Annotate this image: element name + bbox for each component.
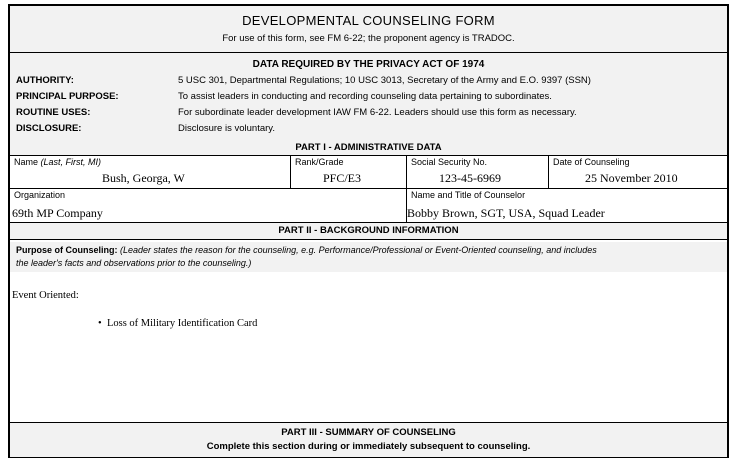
- counselor-label: Name and Title of Counselor: [411, 190, 526, 200]
- name-label: Name (Last, First, MI): [14, 157, 102, 167]
- divider: [290, 156, 291, 188]
- date-field[interactable]: [549, 156, 727, 188]
- rank-label: Rank/Grade: [295, 157, 344, 167]
- organization-value: 69th MP Company: [12, 206, 103, 220]
- purpose-hint-line2: the leader's facts and observations prior to the counseling.): [16, 258, 252, 268]
- counseling-form: [8, 4, 729, 458]
- name-value: Bush, Georga, W: [102, 171, 185, 185]
- organization-label: Organization: [14, 190, 66, 200]
- part3-title: PART III - SUMMARY OF COUNSELING: [281, 427, 456, 438]
- privacy-value: 5 USC 301, Departmental Regulations; 10 USC 3013, Secretary of the Army and E.O. 9397 (SSN): [178, 75, 591, 86]
- divider: [548, 156, 549, 188]
- ssn-label: Social Security No.: [411, 157, 488, 167]
- purpose-label: Purpose of Counseling:: [16, 245, 118, 255]
- bullet-text: Loss of Military Identification Card: [106, 318, 258, 329]
- form-subtitle: For use of this form, see FM 6-22; the proponent agency is TRADOC.: [222, 33, 515, 44]
- bullet-icon: •: [98, 318, 102, 329]
- bullet-item[interactable]: [98, 318, 257, 329]
- rank-value: PFC/E3: [323, 171, 362, 185]
- form-header: [10, 6, 727, 53]
- part2-title: PART II - BACKGROUND INFORMATION: [10, 222, 727, 240]
- rank-field[interactable]: [291, 156, 406, 188]
- form-title: DEVELOPMENTAL COUNSELING FORM: [242, 13, 495, 28]
- counselor-value: Bobby Brown, SGT, USA, Squad Leader: [407, 206, 605, 220]
- event-oriented-text[interactable]: Event Oriented:: [12, 290, 79, 301]
- purpose-hint-line1: (Leader states the reason for the counseling, e.g. Performance/Professional or Event-Oriented counseling, and includes: [120, 245, 597, 255]
- date-value: 25 November 2010: [585, 171, 678, 185]
- purpose-of-counseling: [10, 242, 727, 272]
- privacy-value: To assist leaders in conducting and recording counseling data pertaining to subordinates.: [178, 91, 552, 102]
- name-field[interactable]: [10, 156, 290, 188]
- ssn-value: 123-45-6969: [439, 171, 501, 185]
- date-label: Date of Counseling: [553, 157, 630, 167]
- privacy-key: DISCLOSURE:: [16, 123, 82, 134]
- counselor-field[interactable]: [407, 189, 727, 222]
- part3-subtitle: Complete this section during or immediately subsequent to counseling.: [206, 441, 531, 452]
- privacy-key: AUTHORITY:: [16, 75, 74, 86]
- privacy-act-section: [10, 53, 727, 142]
- part1-title: PART I - ADMINISTRATIVE DATA: [10, 141, 727, 156]
- privacy-key: ROUTINE USES:: [16, 107, 91, 118]
- privacy-value: Disclosure is voluntary.: [178, 123, 275, 134]
- privacy-key: PRINCIPAL PURPOSE:: [16, 91, 119, 102]
- ssn-field[interactable]: [407, 156, 548, 188]
- privacy-value: For subordinate leader development IAW FM 6-22. Leaders should use this form as necessary.: [178, 107, 577, 118]
- divider: [406, 156, 407, 222]
- organization-field[interactable]: [10, 189, 406, 222]
- name-hint: (Last, First, MI): [40, 157, 102, 167]
- part3-section: [10, 422, 727, 457]
- privacy-act-title: DATA REQUIRED BY THE PRIVACY ACT OF 1974: [252, 59, 485, 70]
